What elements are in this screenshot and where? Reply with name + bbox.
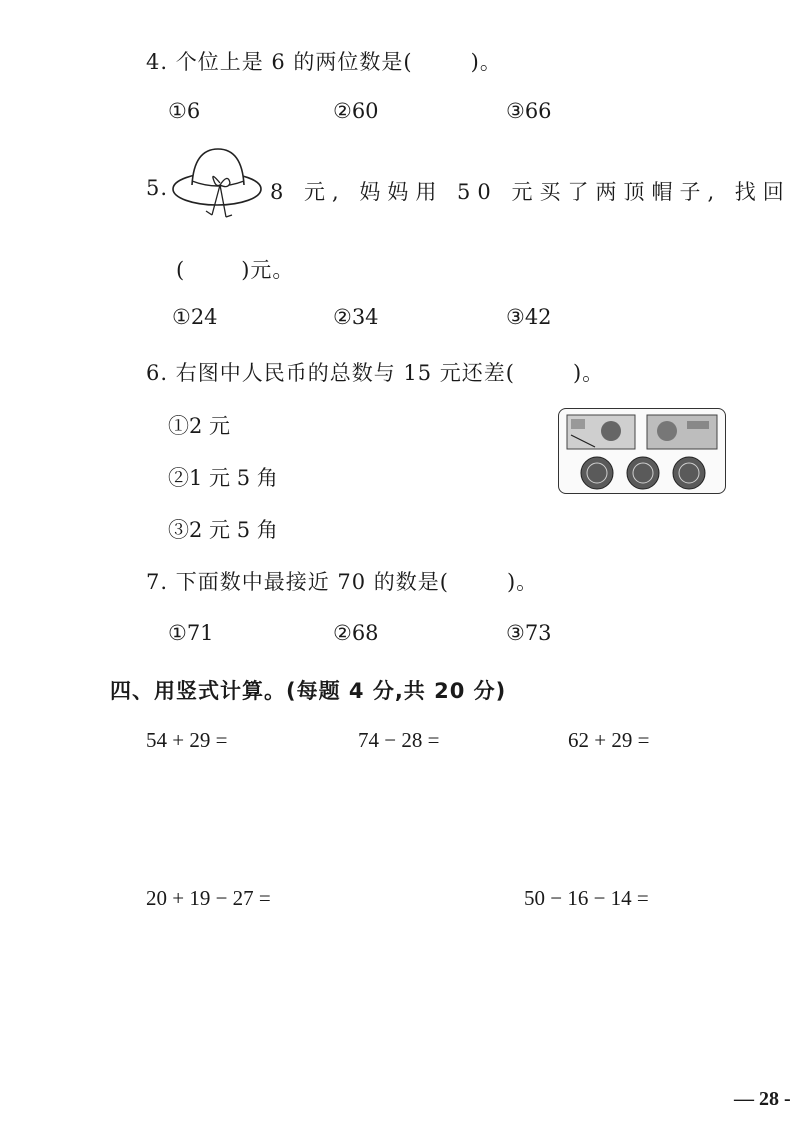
calc-5: 50 − 16 − 14 = (524, 886, 649, 910)
question-5-line2 (176, 254, 294, 284)
question-4-close: )。 (470, 50, 502, 74)
q7-option-1[interactable]: ①71 (168, 621, 214, 645)
question-4-text: 4. 个位上是 6 的两位数是( (146, 50, 413, 74)
calc-3: 62 + 29 = (568, 728, 650, 752)
q5-option-3[interactable]: ③42 (506, 305, 552, 329)
q6-option-2[interactable]: ②1 元 5 角 (168, 466, 278, 490)
q4-option-3[interactable]: ③66 (506, 99, 552, 123)
q7-option-3[interactable]: ③73 (506, 621, 552, 645)
q7-option-2[interactable]: ②68 (333, 621, 379, 645)
money-picture (558, 408, 726, 494)
hat-icon (170, 145, 266, 223)
page-number: — 28 - (734, 1088, 791, 1110)
question-5-text: 8 元, 妈妈用 50 元买了两顶帽子, 找回 (270, 180, 791, 204)
q5-option-2[interactable]: ②34 (333, 305, 379, 329)
question-5-open: ( (176, 258, 186, 282)
section-4-title: 四、用竖式计算。(每题 4 分,共 20 分) (110, 679, 507, 703)
calc-2: 74 − 28 = (358, 728, 440, 752)
q6-option-1[interactable]: ①2 元 (168, 414, 231, 438)
question-4 (146, 46, 502, 76)
question-7-text: 7. 下面数中最接近 70 的数是( (146, 570, 449, 594)
question-6-text: 6. 右图中人民币的总数与 15 元还差( (146, 361, 515, 385)
calc-1: 54 + 29 = (146, 728, 228, 752)
question-6 (146, 357, 604, 387)
question-5-number: 5. (146, 176, 169, 200)
q5-option-1[interactable]: ①24 (172, 305, 218, 329)
q4-option-1[interactable]: ①6 (168, 99, 201, 123)
calc-4: 20 + 19 − 27 = (146, 886, 271, 910)
question-7 (146, 566, 538, 596)
q6-option-3[interactable]: ③2 元 5 角 (168, 518, 278, 542)
question-6-close: )。 (572, 361, 605, 385)
q4-option-2[interactable]: ②60 (333, 99, 379, 123)
question-5-close: )元。 (241, 258, 295, 282)
question-7-close: )。 (506, 570, 539, 594)
banknotes-and-coins (559, 409, 725, 493)
